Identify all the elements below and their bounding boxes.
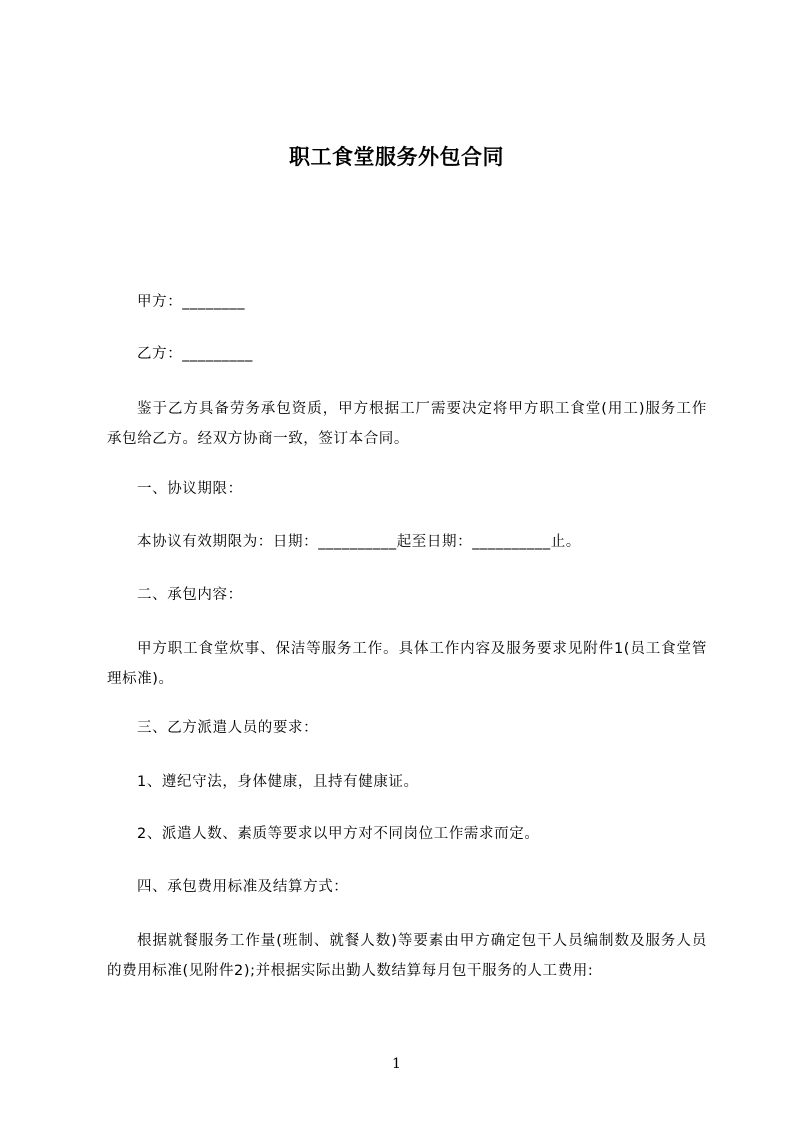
section-1-text: 本协议有效期限为：日期：__________起至日期：__________止。 [137,534,581,550]
party-a-line: 甲方：________ [137,294,246,310]
page-number: 1 [392,1056,401,1072]
section-1-heading: 一、协议期限： [137,481,243,497]
preamble-paragraph: 鉴于乙方具备劳务承包资质，甲方根据工厂需要决定将甲方职工食堂(用工)服务工作承包给乙方。经双方协商一致，签订本合同。 [107,401,707,447]
section-3-heading: 三、乙方派遣人员的要求： [137,720,319,736]
party-b-line: 乙方：_________ [137,346,253,362]
section-4-heading: 四、承包费用标准及结算方式： [137,879,349,895]
document-title: 职工食堂服务外包合同 [289,145,504,169]
section-4-text: 根据就餐服务工作量(班制、就餐人数)等要素由甲方确定包干人员编制数及服务人员的费用标准(见附件2);并根据实际出勤人数结算每月包干服务的人工费用: [107,933,707,979]
section-2-text: 甲方职工食堂炊事、保洁等服务工作。具体工作内容及服务要求见附件1(员工食堂管理标准)。 [107,641,707,687]
section-3-item-1: 1、遵纪守法，身体健康，且持有健康证。 [137,774,419,790]
section-2-heading: 二、承包内容： [137,587,243,603]
section-3-item-2: 2、派遣人数、素质等要求以甲方对不同岗位工作需求而定。 [137,826,540,842]
